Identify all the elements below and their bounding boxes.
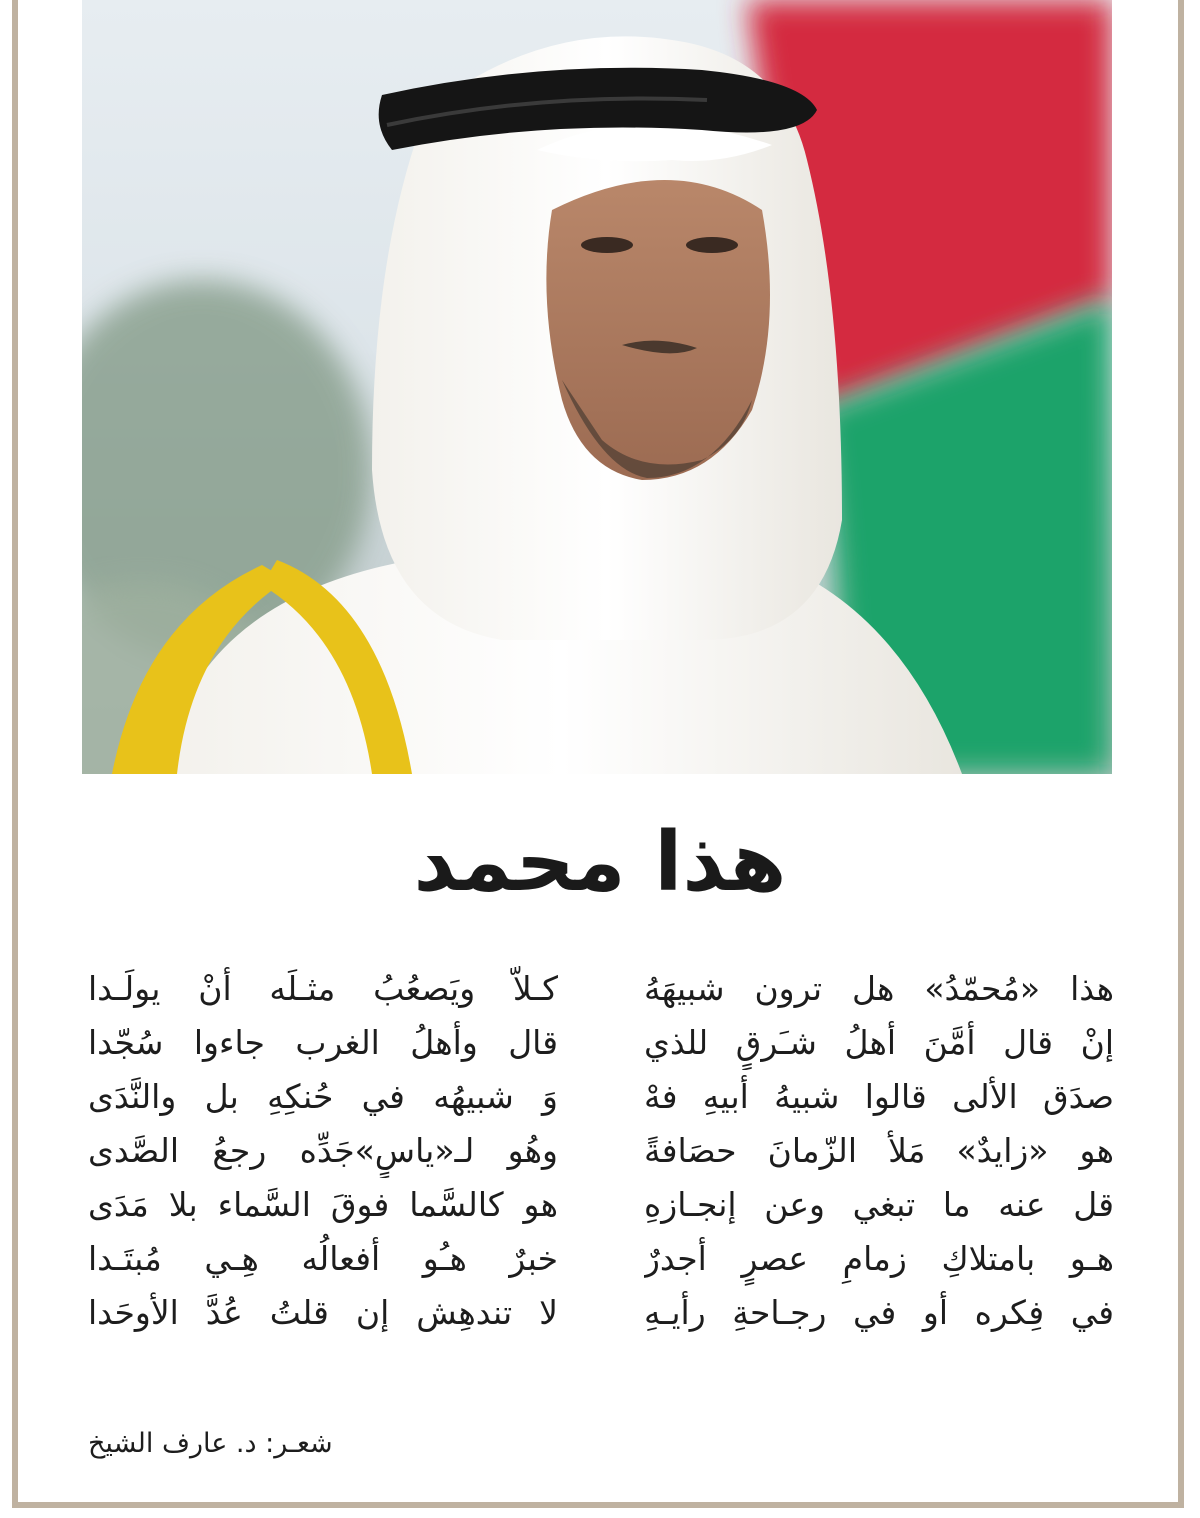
poem-column-right: [644, 962, 1114, 1340]
verse-line: وَ شبيهُه في حُنكِهِ بل والنَّدَى: [88, 1077, 558, 1116]
verse-line: خبرٌ هـُو أفعالُه هِـي مُبتَـدا: [88, 1239, 558, 1278]
poet-credit: شعـر: د. عارف الشيخ: [88, 1428, 333, 1459]
portrait-photo: [82, 0, 1112, 774]
verse-line: هو «زايدٌ» مَلأ الزّمانَ حصَافةً: [644, 1131, 1114, 1170]
poem-column-left: [88, 962, 558, 1340]
verse-line: كـلاّ ويَصعُبُ مثـلَه أنْ يولَـدا: [88, 969, 558, 1008]
verse-line: قال وأهلُ الغرب جاءوا سُجّدا: [88, 1023, 558, 1062]
article-title: هذا محمد: [413, 815, 787, 910]
verse-line: قل عنه ما تبغي وعن إنجـازهِ: [644, 1185, 1114, 1224]
portrait-illustration: [82, 0, 1112, 774]
verse-line: هذا «مُحمّدُ» هل ترون شبيهَهُ: [644, 969, 1114, 1008]
verse-line: في فِكره أو في رجـاحةِ رأيـهِ: [644, 1293, 1114, 1332]
verse-line: هـو بامتلاكِ زمامِ عصرٍ أجدرٌ: [644, 1239, 1114, 1278]
verse-line: صدَق الألى قالوا شبيهُ أبيهِ فهْ: [644, 1077, 1114, 1116]
verse-line: لا تندهِش إن قلتُ عُدَّ الأوحَدا: [88, 1293, 558, 1332]
verse-line: إنْ قال أمَّنَ أهلُ شـَرقٍ للذي: [644, 1023, 1114, 1062]
verse-line: هو كالسَّما فوقَ السَّماء بلا مَدَى: [88, 1185, 558, 1224]
verse-line: وهُو لـ«ياسٍ»جَدِّه رجعُ الصَّدى: [88, 1131, 558, 1170]
